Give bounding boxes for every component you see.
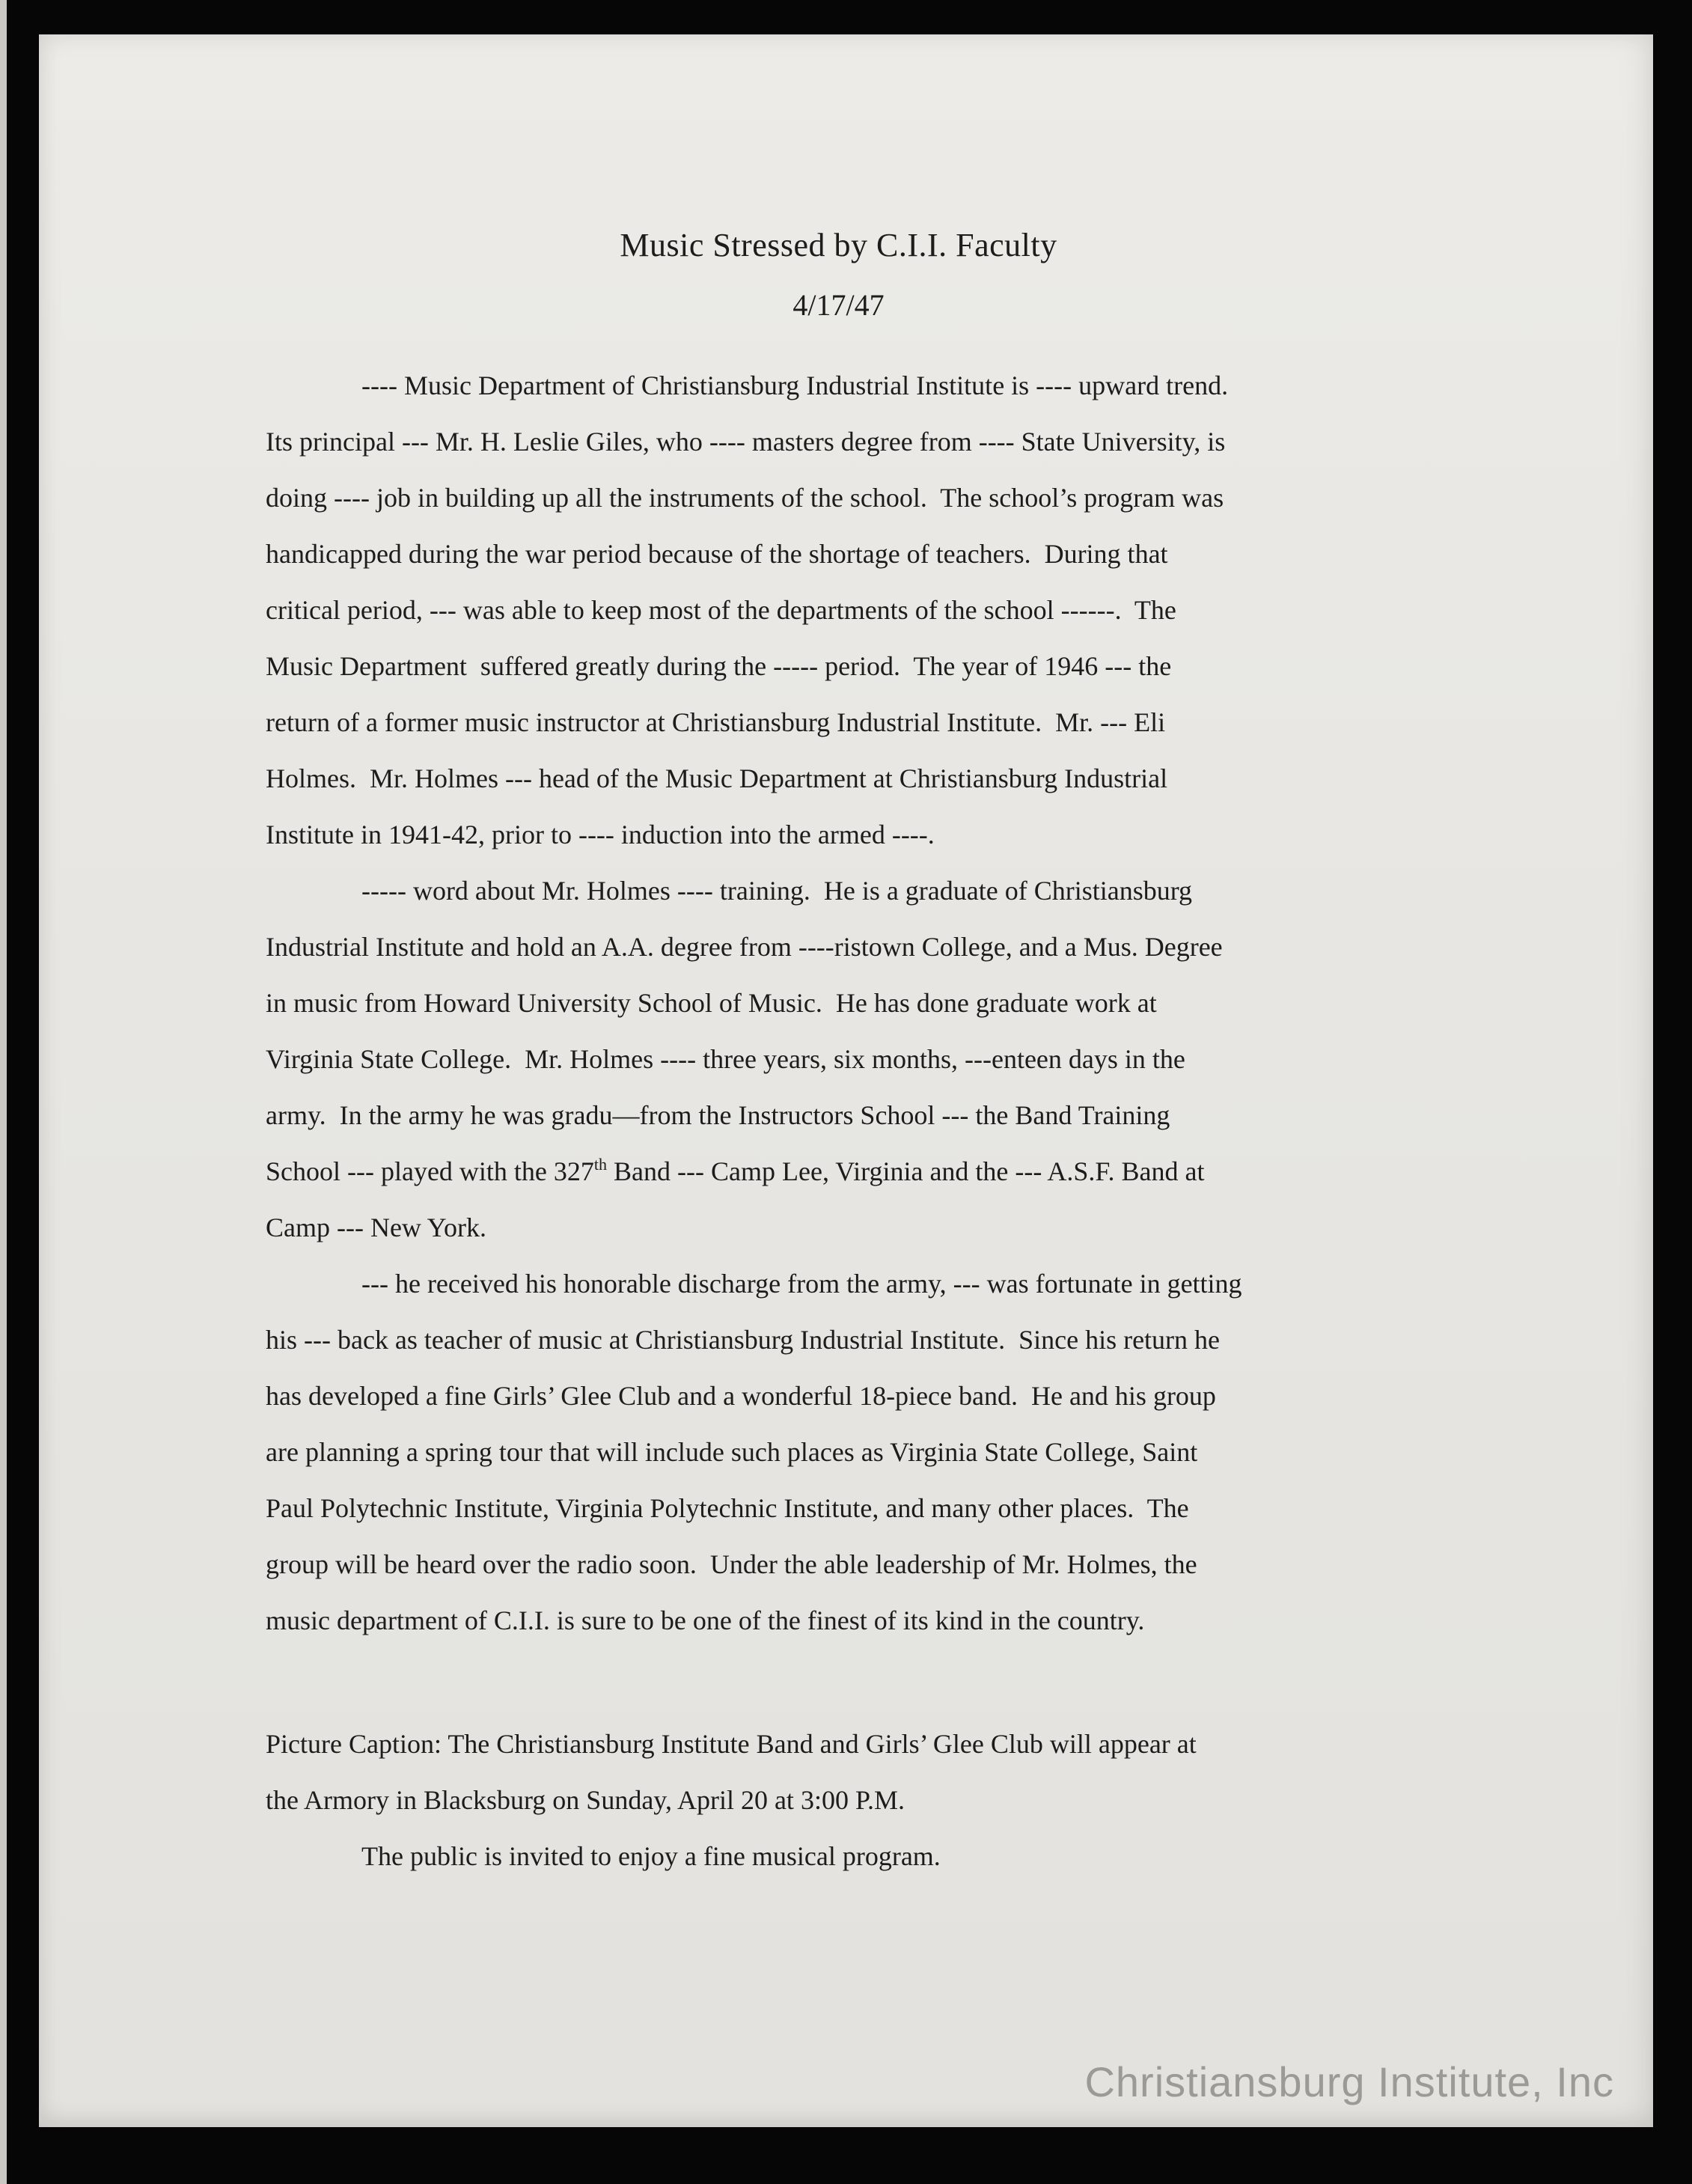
watermark: Christiansburg Institute, Inc bbox=[1084, 2058, 1614, 2105]
body-line: handicapped during the war period because of the shortage of teachers. During that bbox=[266, 539, 1168, 569]
body-line: Industrial Institute and hold an A.A. degree from ----ristown College, and a Mus. Degree bbox=[266, 932, 1223, 962]
body-line: music department of C.I.I. is sure to be one of the finest of its kind in the country. bbox=[266, 1605, 1145, 1635]
closing-line: The public is invited to enjoy a fine musical program. bbox=[361, 1841, 941, 1871]
body-line: army. In the army he was gradu—from the Instructors School --- the Band Training bbox=[266, 1100, 1170, 1130]
body-line: Music Department suffered greatly during the ----- period. The year of 1946 --- the bbox=[266, 651, 1172, 681]
body-line: his --- back as teacher of music at Christiansburg Industrial Institute. Since his return he bbox=[266, 1325, 1221, 1355]
body-line: Holmes. Mr. Holmes --- head of the Music Department at Christiansburg Industrial bbox=[266, 763, 1168, 793]
body-line: are planning a spring tour that will include such places as Virginia State College, Saint bbox=[266, 1437, 1198, 1467]
line-text: School --- played with the 327 bbox=[266, 1156, 594, 1186]
document-date: 4/17/47 bbox=[792, 288, 885, 322]
paragraph-3 bbox=[266, 1256, 1411, 1649]
paragraph-2 bbox=[266, 863, 1411, 1256]
caption-line: Picture Caption: The Christiansburg Institute Band and Girls’ Glee Club will appear at bbox=[266, 1729, 1197, 1759]
body-line: in music from Howard University School of Music. He has done graduate work at bbox=[266, 988, 1157, 1018]
body-line: return of a former music instructor at Christiansburg Industrial Institute. Mr. --- Eli bbox=[266, 707, 1166, 737]
body-line: Paul Polytechnic Institute, Virginia Polytechnic Institute, and many other places. The bbox=[266, 1493, 1189, 1523]
body-line: ----- word about Mr. Holmes ---- training. He is a graduate of Christiansburg bbox=[361, 876, 1193, 906]
body-line: ---- Music Department of Christiansburg Industrial Institute is ---- upward trend. bbox=[361, 370, 1229, 400]
paragraph-1 bbox=[266, 358, 1411, 863]
body-line: group will be heard over the radio soon. Under the able leadership of Mr. Holmes, the bbox=[266, 1549, 1197, 1579]
scan-edge-artifact bbox=[0, 0, 7, 2184]
ordinal-superscript: th bbox=[593, 1155, 608, 1174]
caption-line: the Armory in Blacksburg on Sunday, April 20 at 3:00 P.M. bbox=[266, 1785, 905, 1815]
document-page bbox=[39, 34, 1653, 2127]
line-text: Band --- Camp Lee, Virginia and the --- A.S.F. Band at bbox=[607, 1156, 1205, 1186]
document-title: Music Stressed by C.I.I. Faculty bbox=[620, 227, 1057, 263]
body-line: --- he received his honorable discharge from the army, --- was fortunate in getting bbox=[361, 1269, 1242, 1299]
document-body bbox=[266, 358, 1411, 1885]
body-line: Its principal --- Mr. H. Leslie Giles, who ---- masters degree from ---- State University, is bbox=[266, 427, 1226, 457]
body-line: critical period, --- was able to keep most of the departments of the school ------. The bbox=[266, 595, 1176, 625]
picture-caption bbox=[266, 1716, 1411, 1885]
body-line-with-superscript bbox=[266, 1144, 1411, 1200]
body-line: has developed a fine Girls’ Glee Club and a wonderful 18-piece band. He and his group bbox=[266, 1381, 1216, 1411]
body-line: Camp --- New York. bbox=[266, 1213, 486, 1242]
body-line: Virginia State College. Mr. Holmes ---- three years, six months, ---enteen days in the bbox=[266, 1044, 1185, 1074]
body-line: Institute in 1941-42, prior to ---- induction into the armed ----. bbox=[266, 820, 935, 849]
body-line: doing ---- job in building up all the instruments of the school. The school’s program was bbox=[266, 483, 1224, 513]
